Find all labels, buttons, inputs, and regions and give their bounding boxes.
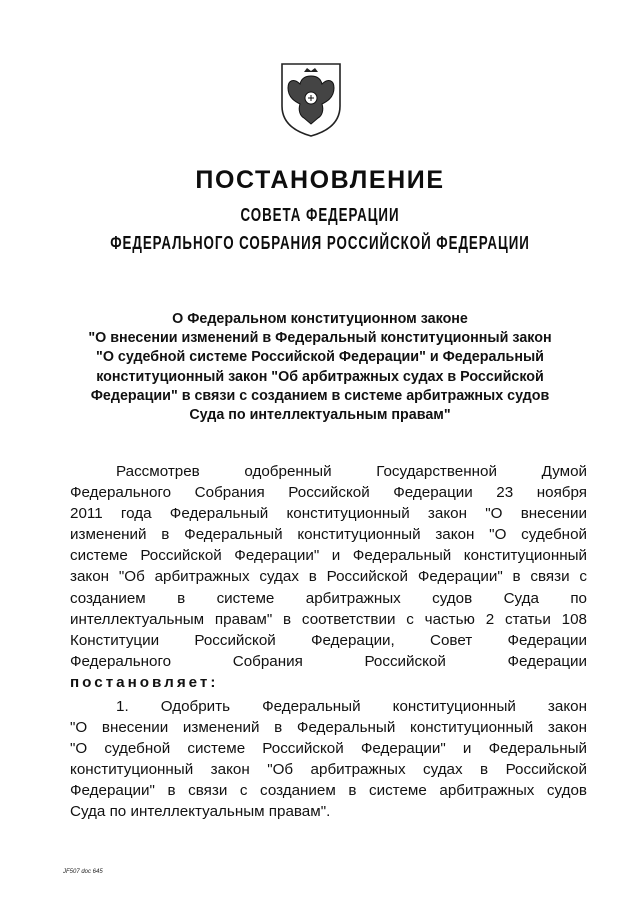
subject-line: конституционный закон "Об арбитражных судах в Российской [96,368,544,385]
preamble-paragraph [70,461,587,693]
document-subject [50,310,590,425]
subject-line: О Федеральном конституционном законе [172,311,468,327]
preamble-line: Федерального Собрания Российской Федерации 23 ноября [70,484,587,502]
issuer-line-2: ФЕДЕРАЛЬНОГО СОБРАНИЯ РОССИЙСКОЙ ФЕДЕРАЦИИ [110,233,530,253]
preamble-line: интеллектуальным правам" в соответствии с частью 2 статьи 108 [70,610,587,628]
subject-line: Суда по интеллектуальным правам" [189,407,451,424]
item-line: Суда по интеллектуальным правам". [70,803,331,821]
document-code: JF507 doc 645 [63,869,103,875]
russian-coat-of-arms-icon [274,58,348,138]
item-line: "О внесении изменений в Федеральный конституционный закон [70,719,587,737]
resolves-word: постановляет: [70,673,219,691]
preamble-line: Рассмотрев одобренный Государственной Думой [116,463,587,480]
preamble-line: Конституции Российской Федерации, Совет Федерации [70,631,587,649]
preamble-line: 2011 года Федеральный конституционный закон "О внесении [70,505,587,523]
preamble-line: системе Российской Федерации" и Федеральный конституционный [70,547,587,565]
preamble-line: Федерального Собрания Российской Федерации [70,652,587,670]
preamble-line: созданием в системе арбитражных судов Суда по [70,589,587,607]
item-line: "О судебной системе Российской Федерации" и Федеральный [70,740,587,758]
preamble-line: изменений в Федеральный конституционный закон "О судебной [70,526,587,544]
item-line: Федерации" в связи с созданием в системе арбитражных судов [70,782,587,800]
resolution-item-1 [70,696,587,823]
subject-line: Федерации" в связи с созданием в системе арбитражных судов [90,387,550,404]
preamble-line: закон "Об арбитражных судах в Российской Федерации" в связи с [70,568,587,586]
subject-line: "О внесении изменений в Федеральный конституционный закон [88,330,552,347]
item-line: конституционный закон "Об арбитражных судах в Российской [70,761,587,779]
subject-line: "О судебной системе Российской Федерации" и Федеральный [96,349,544,366]
issuer-line-1: СОВЕТА ФЕДЕРАЦИИ [240,205,400,225]
document-title: ПОСТАНОВЛЕНИЕ [195,166,445,194]
item-line: 1. Одобрить Федеральный конституционный закон [116,698,587,715]
